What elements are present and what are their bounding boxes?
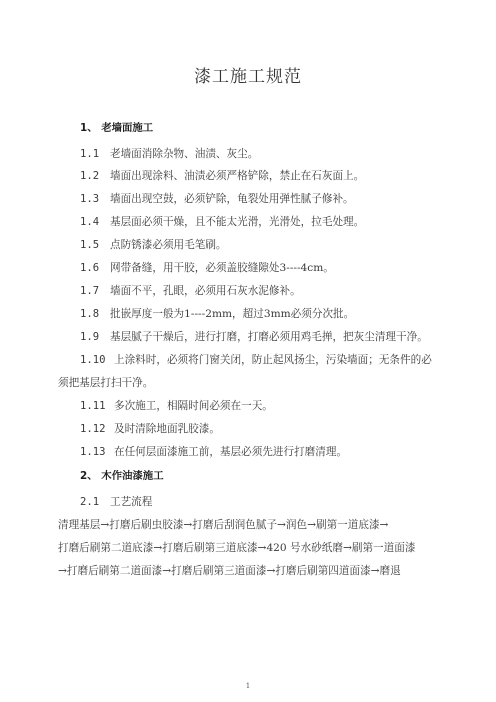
item-number: 1.7 — [80, 285, 100, 297]
item-number: 1.6 — [80, 262, 100, 274]
item-number: 1.5 — [80, 239, 100, 251]
list-item — [80, 445, 420, 459]
list-item — [80, 307, 420, 321]
section-heading-1: 1、 老墙面施工 — [80, 122, 154, 134]
list-item — [80, 215, 420, 229]
process-line: →打磨后刷第二道面漆→打磨后刷第三道面漆→打磨后刷第四道面漆→磨退 — [58, 565, 401, 577]
section-heading-2: 2、 木作油漆施工 — [80, 470, 164, 482]
list-item — [80, 192, 420, 206]
item-text: 老墙面消除杂物、油渍、灰尘。 — [110, 148, 259, 160]
item-number: 1.9 — [80, 331, 100, 343]
item-text: 墙面出现空鼓，必须铲除，龟裂处用弹性腻子修补。 — [110, 193, 354, 205]
item-number: 1.13 — [80, 446, 106, 458]
list-item — [80, 147, 420, 161]
item-number: 1.11 — [80, 400, 106, 412]
item-number: 1.12 — [80, 423, 106, 435]
process-line: 打磨后刷第二道底漆→打磨后刷第三道底漆→420 号水砂纸磨→刷第一道面漆 — [58, 542, 416, 554]
page-number: 1 — [245, 682, 251, 690]
list-item — [80, 422, 420, 436]
item-text: 上涂料时，必须将门窗关闭，防止起风扬尘，污染墙面；无条件的必 — [114, 354, 432, 366]
item-number: 2.1 — [80, 496, 100, 508]
list-item — [80, 330, 428, 344]
item-text: 及时清除地面乳胶漆。 — [114, 423, 220, 435]
item-text: 网带备缝，用干胶，必须盖胶缝隙处3----4cm。 — [110, 262, 334, 274]
list-item — [80, 261, 420, 275]
item-text: 墙面出现涂料、油渍必须严格铲除，禁止在石灰面上。 — [110, 170, 365, 182]
item-number: 1.8 — [80, 308, 100, 320]
document-title: 漆工施工规范 — [194, 67, 302, 87]
item-text: 点防锈漆必须用毛笔刷。 — [110, 239, 227, 251]
list-item — [80, 169, 420, 183]
list-item — [80, 238, 420, 252]
item-text: 批嵌厚度一般为1----2mm，超过3mm必须分次批。 — [110, 308, 355, 320]
list-item — [80, 353, 432, 367]
item-text: 墙面不平，孔眼，必须用石灰水泥修补。 — [110, 285, 301, 297]
subsection-heading — [80, 495, 420, 509]
process-line: 清理基层→打磨后刷虫胶漆→打磨后刮润色腻子→润色→刷第一道底漆→ — [58, 519, 389, 531]
item-text: 基层腻子干燥后，进行打磨，打磨必须用鸡毛掸，把灰尘清理干净。 — [110, 331, 428, 343]
item-text: 在任何层面漆施工前，基层必须先进行打磨清理。 — [114, 446, 348, 458]
item-text: 多次施工，相隔时间必须在一天。 — [114, 400, 273, 412]
item-text: 工艺流程 — [110, 496, 153, 508]
item-number: 1.10 — [80, 354, 106, 366]
item-text: 基层面必须干燥，且不能太光滑，光滑处，拉毛处理。 — [110, 216, 365, 228]
item-number: 1.1 — [80, 148, 100, 160]
item-number: 1.4 — [80, 216, 100, 228]
list-item — [80, 399, 420, 413]
item-number: 1.2 — [80, 170, 100, 182]
list-item-continuation: 须把基层打扫干净。 — [58, 377, 154, 389]
item-number: 1.3 — [80, 193, 100, 205]
list-item — [80, 284, 420, 298]
